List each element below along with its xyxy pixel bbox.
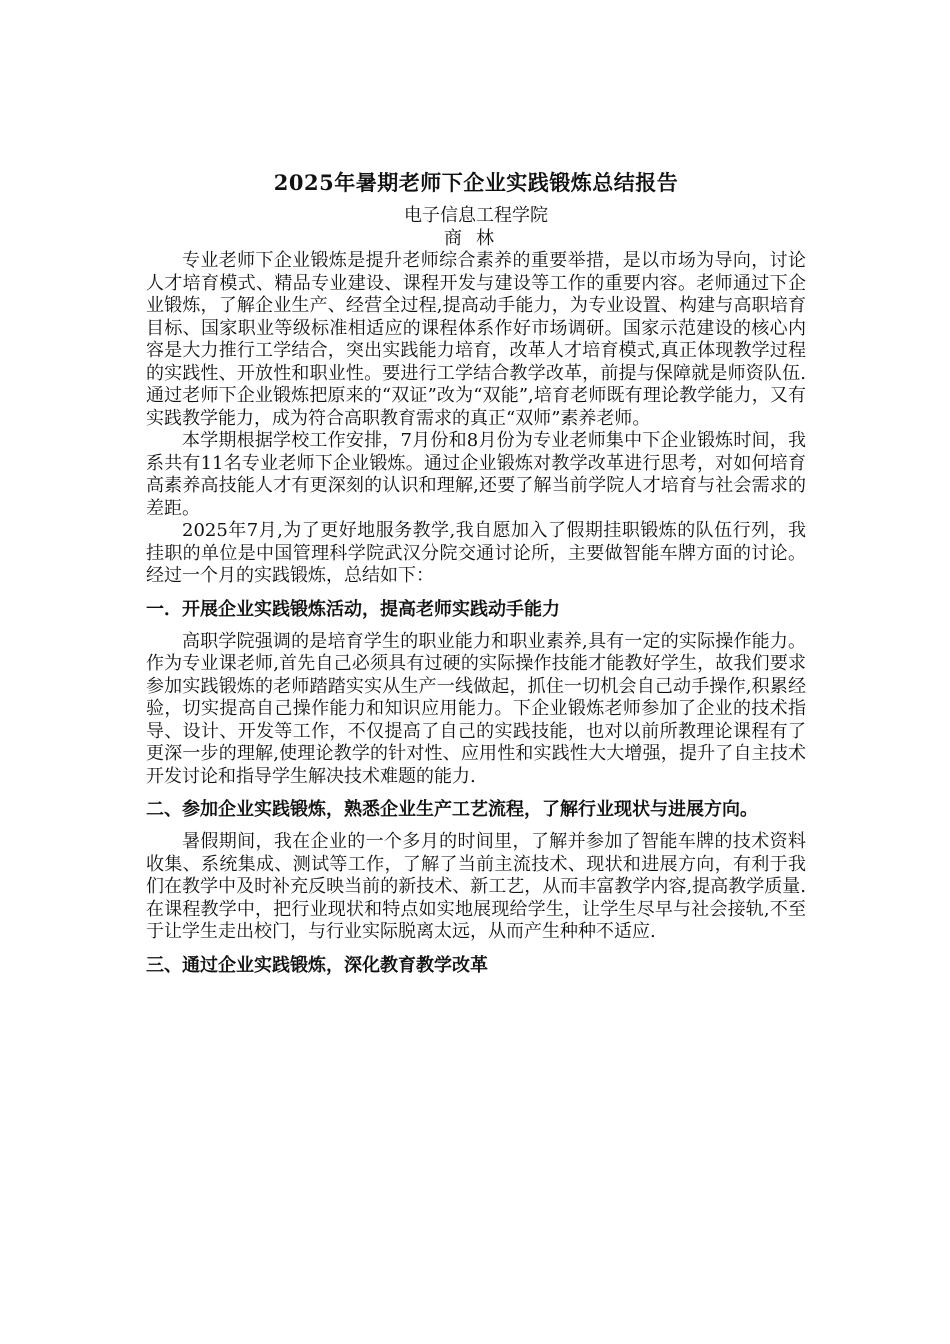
intro-paragraph-3: 2025年7月,为了更好地服务教学,我自愿加入了假期挂职锻炼的队伍行列，我挂职的单位是中国管理科学院武汉分院交通讨论所，主要做智能车牌方面的讨论。经过一个月的实践锻炼，总结如下： bbox=[146, 520, 806, 586]
section-paragraph-1: 高职学院强调的是培育学生的职业能力和职业素养,具有一定的实际操作能力。作为专业课老师,首先自己必须具有过硬的实际操作技能才能教好学生，故我们要求参加实践锻炼的老师踏踏实实从生产一线做起，抓住一切机会自己动手操作,积累经验，切实提高自己操作能力和知识应用能力。下企业锻炼老师参加了企业的技术指导、设计、开发等工作，不仅提高了自己的实践技能，也对以前所教理论课程有了更深一步的理解,使理论教学的针对性、应用性和实践性大大增强，提升了自主技术开发讨论和指导学生解决技术难题的能力. bbox=[146, 630, 806, 787]
intro-paragraph-2: 本学期根据学校工作安排，7月份和8月份为专业老师集中下企业锻炼时间，我系共有11名专业老师下企业锻炼。通过企业锻炼对教学改革进行思考，对如何培育高素养高技能人才有更深刻的认识和理解,还要了解当前学院人才培育与社会需求的差距。 bbox=[146, 430, 806, 519]
document-page bbox=[146, 168, 806, 987]
section-paragraph-2: 暑假期间，我在企业的一个多月的时间里，了解并参加了智能车牌的技术资料收集、系统集成、测试等工作，了解了当前主流技术、现状和进展方向，有利于我们在教学中及时补充反映当前的新技术、新工艺，从而丰富教学内容,提高教学质量.在课程教学中，把行业现状和特点如实地展现给学生，让学生尽早与社会接轨,不至于让学生走出校门，与行业实际脱离太远，从而产生种种不适应. bbox=[146, 831, 806, 942]
department-name: 电子信息工程学院 bbox=[404, 205, 548, 226]
section-heading-3: 三、通过企业实践锻炼，深化教育教学改革 bbox=[146, 954, 488, 976]
intro-paragraph-1: 专业老师下企业锻炼是提升老师综合素养的重要举措，是以市场为导向，讨论人才培育模式、精品专业建设、课程开发与建设等工作的重要内容。老师通过下企业锻炼，了解企业生产、经营全过程,提高动手能力，为专业设置、构建与高职培育目标、国家职业等级标准相适应的课程体系作好市场调研。国家示范建设的核心内容是大力推行工学结合，突出实践能力培育，改革人才培育模式,真正体现教学过程的实践性、开放性和职业性。要进行工学结合教学改革，前提与保障就是师资队伍.通过老师下企业锻炼把原来的“双证”改为“双能”,培育老师既有理论教学能力，又有实践教学能力，成为符合高职教育需求的真正“双师”素养老师。 bbox=[146, 250, 806, 429]
document-title: 2025年暑期老师下企业实践锻炼总结报告 bbox=[273, 170, 679, 195]
author-name: 商林 bbox=[444, 228, 508, 249]
section-heading-2: 二、参加企业实践锻炼，熟悉企业生产工艺流程，了解行业现状与进展方向。 bbox=[146, 799, 758, 820]
section-heading-1: 一．开展企业实践锻炼活动，提高老师实践动手能力 bbox=[146, 598, 560, 620]
